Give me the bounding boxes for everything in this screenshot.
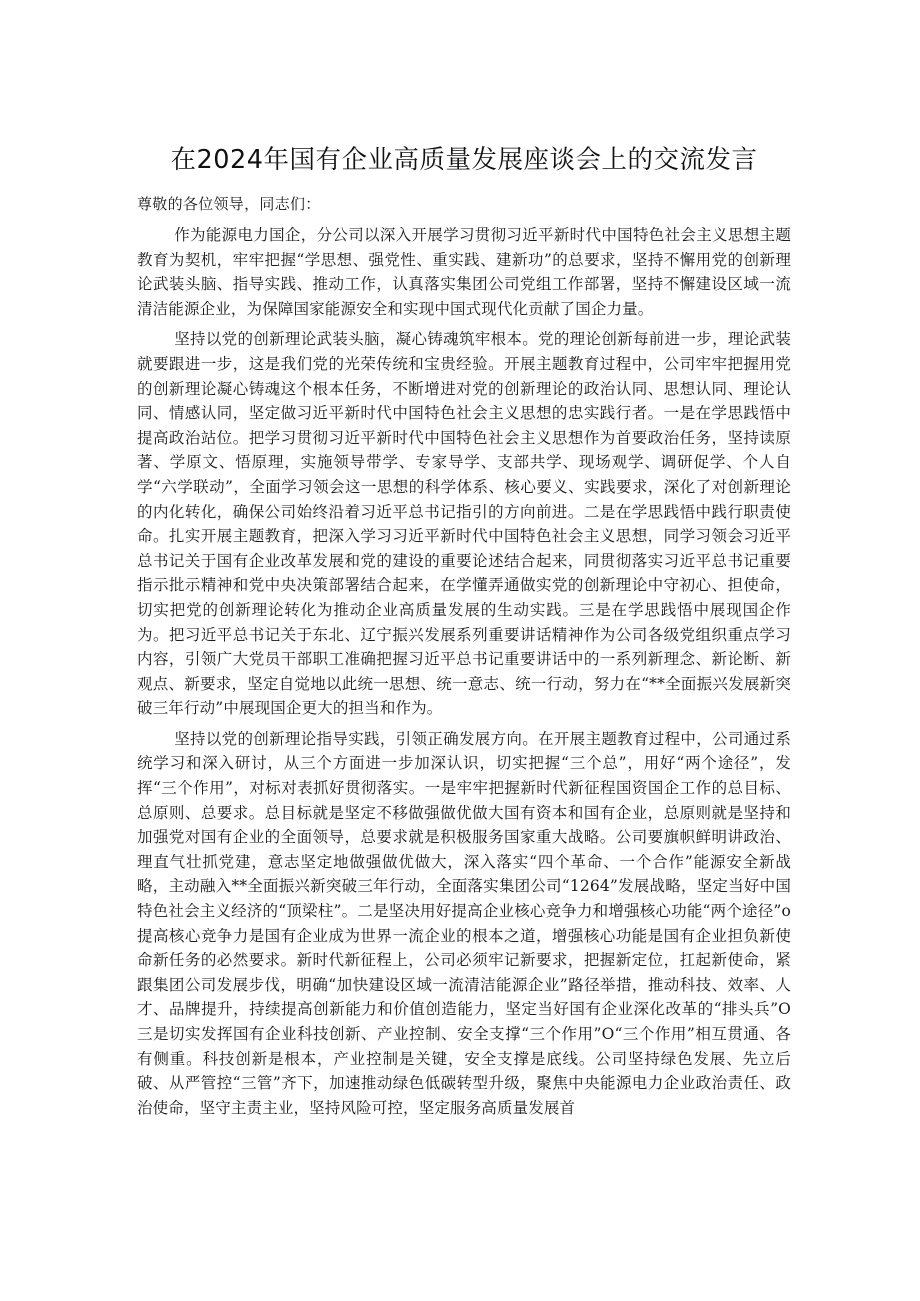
paragraph-intro: 作为能源电力国企，分公司以深入开展学习贯彻习近平新时代中国特色社会主义思想主题教育为契机，牢牢把握“学思想、强党性、重实践、建新功”的总要求，坚持不懈用党的创新理论武装头脑、指导实践、推动工作，认真落实集团公司党组工作部署，坚持不懈建设区域一流清洁能源企业，为保障国家能源安全和实现中国式现代化贡献了国企力量。 — [137, 226, 791, 318]
paragraph-theory-armament: 坚持以党的创新理论武装头脑，凝心铸魂筑牢根本。党的理论创新每前进一步，理论武装就要跟进一步，这是我们党的光荣传统和宝贵经验。开展主题教育过程中，公司牢牢把握用党的创新理论凝心铸魂这个根本任务，不断增进对党的创新理论的政治认同、思想认同、理论认同、情感认同，坚定做习近平新时代中国特色社会主义思想的忠实践行者。一是在学思践悟中提高政治站位。把学习贯彻习近平新时代中国特色社会主义思想作为首要政治任务，坚持读原著、学原文、悟原理，实施领导带学、专家导学、支部共学、现场观学、调研促学、个人自学“六学联动”，全面学习领会这一思想的科学体系、核心要义、实践要求，深化了对创新理论的内化转化，确保公司始终沿着习近平总书记指引的方向前进。二是在学思践悟中践行职责使命。扎实开展主题教育，把深入学习习近平新时代中国特色社会主义思想，同学习领会习近平总书记关于国有企业改革发展和党的建设的重要论述结合起来，同贯彻落实习近平总书记重要指示批示精神和党中央决策部署结合起来，在学懂弄通做实党的创新理论中守初心、担使命，切实把党的创新理论转化为推动企业高质量发展的生动实践。三是在学思践悟中展现国企作为。把习近平总书记关于东北、辽宁振兴发展系列重要讲话精神作为公司各级党组织重点学习内容，引领广大党员干部职工准确把握习近平总书记重要讲话中的一系列新理念、新论断、新观点、新要求，坚定自觉地以此统一思想、统一意志、统一行动，努力在“**全面振兴发展新突破三年行动”中展现国企更大的担当和作为。 — [137, 330, 791, 718]
document-title: 在2024年国有企业高质量发展座谈会上的交流发言 — [170, 145, 758, 175]
document-page — [137, 140, 791, 1120]
paragraph-theory-guidance: 坚持以党的创新理论指导实践，引领正确发展方向。在开展主题教育过程中，公司通过系统学习和深入研讨，从三个方面进一步加深认识，切实把握“三个总”，用好“两个途径”，发挥“三个作用”，对标对表抓好贯彻落实。一是牢牢把握新时代新征程国资国企工作的总目标、总原则、总要求。总目标就是坚定不移做强做优做大国有资本和国有企业，总原则就是坚持和加强党对国有企业的全面领导，总要求就是积极服务国家重大战略。公司要旗帜鲜明讲政治、理直气壮抓党建，意志坚定地做强做优做大，深入落实“四个革命、一个合作”能源安全新战略，主动融入**全面振兴新突破三年行动，全面落实集团公司“1264”发展战略，坚定当好中国特色社会主义经济的“顶梁柱”。二是坚决用好提高企业核心竞争力和增强核心功能“两个途径”o提高核心竞争力是国有企业成为世界一流企业的根本之道，增强核心功能是国有企业担负新使命新任务的必然要求。新时代新征程上，公司必须牢记新要求，把握新定位，扛起新使命，紧跟集团公司发展步伐，明确“加快建设区域一流清洁能源企业”路径举措，推动科技、效率、人才、品牌提升，持续提高创新能力和价值创造能力，坚定当好国有企业深化改革的“排头兵”O三是切实发挥国有企业科技创新、产业控制、安全支撑“三个作用”O“三个作用”相互贯通、各有侧重。科技创新是根本，产业控制是关键，安全支撑是底线。公司坚持绿色发展、先立后破、从严管控“三管”齐下，加速推动绿色低碳转型升级，聚焦中央能源电力企业政治责任、政治使命，坚守主责主业，坚持风险可控，坚定服务高质量发展首 — [137, 729, 791, 1117]
salutation: 尊敬的各位领导，同志们： — [137, 195, 321, 213]
